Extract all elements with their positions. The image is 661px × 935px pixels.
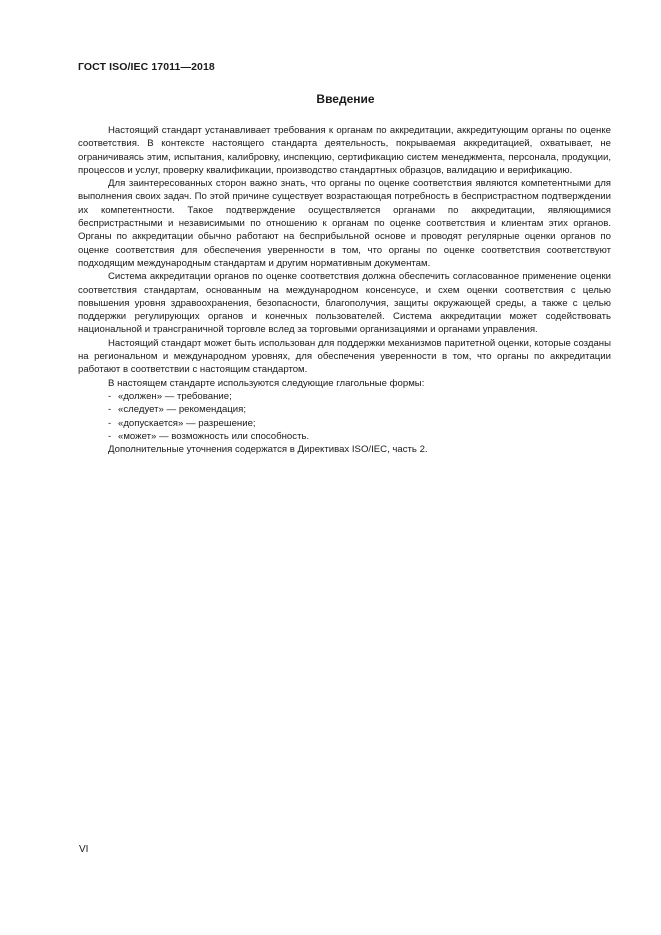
paragraph-closing: Дополнительные уточнения содержатся в Директивах ISO/IEC, часть 2.: [108, 444, 428, 456]
paragraph-verbal-forms-intro: В настоящем стандарте используются следующие глагольные формы:: [108, 377, 425, 389]
verbal-forms-list: [78, 390, 611, 443]
paragraph-competence: Для заинтересованных сторон важно знать, что органы по оценке соответствия являются компетентными для выполнения своих задач. По этой причине существует возрастающая потребность в беспристрастном подтверждении их компетентности. Такое подтверждение осуществляется органами по аккредитации, являющимися беспристрастными и независимыми по отношению к органам по оценке соответствия и клиентам этих органов. Органы по аккредитации обычно работают на бесприбыльной основе и проводят регулярные оценки органов по оценке соответствия для обеспечения уверенности в том, что органы по оценке соответствия соответствуют подходящим международным стандартам и другим нормативным документам.: [78, 178, 611, 269]
page-number: VI: [79, 844, 89, 855]
bullet-marker: -: [108, 390, 112, 402]
bullet-marker: -: [108, 404, 112, 416]
list-item-text: «допускается» — разрешение;: [118, 417, 256, 429]
paragraph-accreditation-system: Система аккредитации органов по оценке соответствия должна обеспечить согласованное применение оценки соответствия стандартам, основанным на международном консенсусе, и схем оценки соответствия с целью повышения уровня здравоохранения, безопасности, благополучия, защиты окружающей среды, а также с целью поддержки регулирующих органов и конечных пользователей. Система аккредитации может содействовать национальной и трансграничной торговле вслед за торговыми организациями и органами управления.: [78, 271, 611, 336]
list-item: [78, 390, 611, 403]
list-item: [78, 430, 611, 443]
bullet-marker: -: [108, 417, 112, 429]
paragraph-scope: Настоящий стандарт устанавливает требования к органам по аккредитации, аккредитующим органы по оценке соответствия. В контексте настоящего стандарта деятельность, покрываемая аккредитацией, охватывает, не ограничиваясь этим, испытания, калибровку, инспекцию, сертификацию систем менеджмента, персонала, продукции, процессов и услуг, проверку квалификации, производство стандартных образцов, валидацию и верификацию.: [78, 125, 611, 176]
paragraph-peer-evaluation: Настоящий стандарт может быть использован для поддержки механизмов паритетной оценки, которые созданы на региональном и международном уровнях, для обеспечения уверенности в том, что органы по аккредитации работают в соответствии с настоящим стандартом.: [78, 337, 611, 376]
list-item: [78, 417, 611, 430]
list-item: [78, 403, 611, 416]
document-header: ГОСТ ISO/IEC 17011—2018: [78, 61, 215, 73]
list-item-text: «должен» — требование;: [118, 390, 232, 402]
document-body: [78, 124, 611, 456]
list-item-text: «следует» — рекомендация;: [118, 404, 247, 416]
section-title: Введение: [316, 92, 375, 106]
bullet-marker: -: [108, 430, 112, 442]
list-item-text: «может» — возможность или способность.: [118, 430, 310, 442]
